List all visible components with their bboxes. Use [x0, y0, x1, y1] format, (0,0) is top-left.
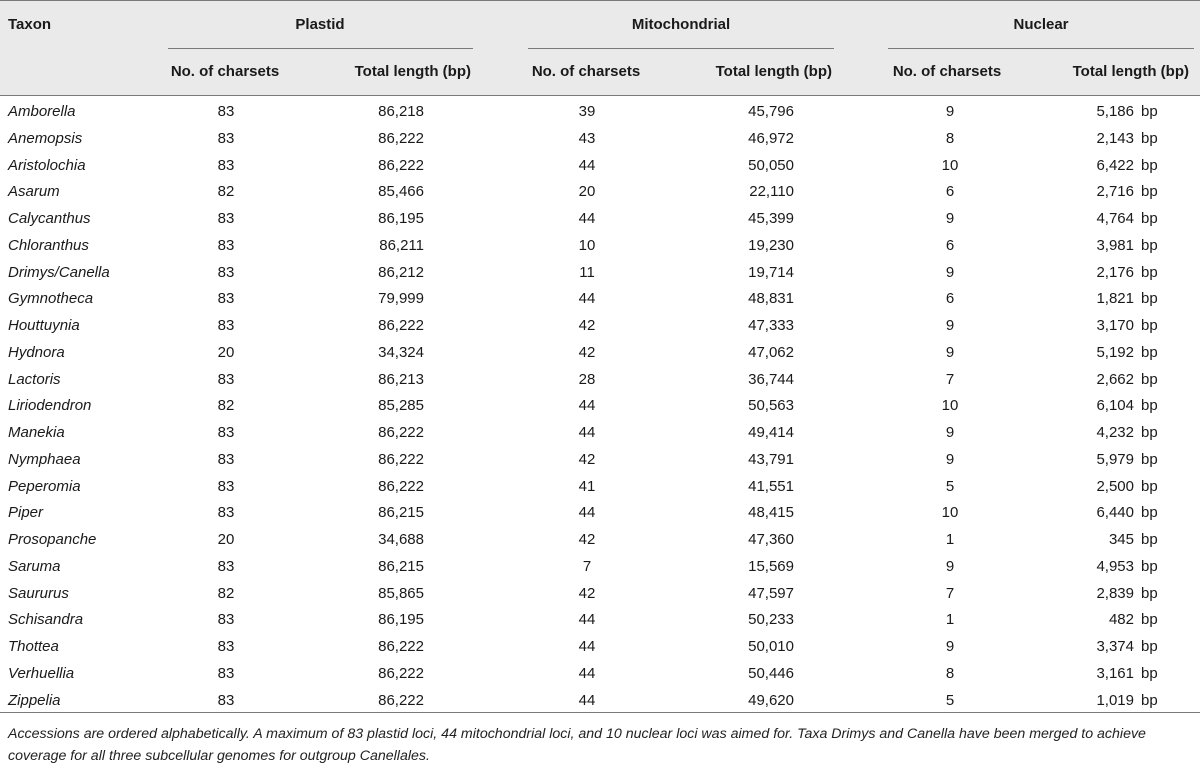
mitochondrial-length-cell: 47,360 [748, 531, 794, 548]
nuclear-length-cell: 5,979 [1096, 450, 1134, 468]
taxon-cell: Houttuynia [8, 317, 80, 334]
plastid-length-cell: 85,466 [378, 183, 424, 201]
nuclear-unit-cell: bp [1141, 691, 1158, 709]
mitochondrial-length-cell: 50,010 [748, 638, 794, 655]
plastid-length-cell: 86,222 [378, 129, 424, 147]
nuclear-length-cell: 1,019 [1096, 691, 1134, 709]
plastid-length-cell: 86,222 [378, 664, 424, 682]
mitochondrial-charsets-cell: 20 [578, 183, 596, 201]
nuclear-unit-cell: bp [1141, 638, 1158, 655]
nuclear-unit-cell: bp [1141, 236, 1158, 254]
plastid-length-cell: 86,212 [378, 263, 424, 281]
plastid-length-cell: 86,215 [378, 504, 424, 522]
nuclear-charsets-cell: 7 [945, 584, 955, 602]
mitochondrial-charsets-header: No. of charsets [531, 63, 641, 80]
plastid-length-cell: 34,688 [378, 531, 424, 548]
nuclear-charsets-cell: 9 [945, 557, 955, 575]
nuclear-length-cell: 3,161 [1096, 664, 1134, 682]
nuclear-length-cell: 345 [1108, 531, 1134, 548]
nuclear-charsets-cell: 10 [941, 504, 959, 522]
plastid-charsets-cell: 20 [217, 343, 235, 361]
mitochondrial-charsets-cell: 42 [578, 317, 596, 334]
plastid-charsets-cell: 83 [217, 236, 235, 254]
mitochondrial-length-header: Total length (bp) [715, 63, 832, 80]
plastid-length-cell: 86,211 [379, 236, 424, 254]
mitochondrial-charsets-cell: 44 [578, 504, 596, 522]
nuclear-length-cell: 482 [1108, 611, 1134, 629]
mitochondrial-charsets-cell: 43 [578, 129, 596, 147]
mitochondrial-length-cell: 19,230 [748, 236, 794, 254]
plastid-length-cell: 86,218 [378, 103, 424, 120]
mitochondrial-length-cell: 47,062 [748, 343, 794, 361]
plastid-length-cell: 85,865 [378, 584, 424, 602]
mitochondrial-charsets-cell: 7 [582, 557, 592, 575]
plastid-length-header: Total length (bp) [354, 63, 471, 80]
nuclear-charsets-cell: 1 [945, 531, 955, 548]
mitochondrial-charsets-cell: 39 [578, 103, 596, 120]
plastid-charsets-cell: 83 [217, 156, 235, 174]
taxon-cell: Prosopanche [8, 531, 97, 548]
taxon-cell: Peperomia [8, 477, 81, 495]
nuclear-header: Nuclear [1013, 16, 1069, 33]
mitochondrial-length-cell: 49,620 [748, 691, 794, 709]
nuclear-charsets-header: No. of charsets [892, 63, 1002, 80]
nuclear-charsets-cell: 9 [945, 450, 955, 468]
mitochondrial-charsets-cell: 28 [578, 370, 596, 388]
plastid-length-cell: 79,999 [378, 290, 424, 308]
taxon-cell: Zippelia [8, 691, 61, 709]
taxon-cell: Piper [8, 504, 44, 522]
nuclear-unit-cell: bp [1141, 290, 1158, 308]
nuclear-charsets-cell: 9 [945, 263, 955, 281]
nuclear-length-cell: 2,176 [1096, 263, 1134, 281]
mitochondrial-charsets-cell: 10 [578, 236, 596, 254]
nuclear-charsets-cell: 1 [945, 611, 955, 629]
mitochondrial-charsets-cell: 44 [578, 156, 596, 174]
mitochondrial-charsets-cell: 44 [578, 611, 596, 629]
mitochondrial-length-cell: 47,333 [748, 317, 794, 334]
nuclear-length-cell: 5,192 [1096, 343, 1134, 361]
plastid-charsets-cell: 83 [217, 424, 235, 441]
plastid-length-cell: 34,324 [378, 343, 424, 361]
plastid-length-cell: 86,222 [378, 424, 424, 441]
mitochondrial-length-cell: 22,110 [749, 183, 794, 201]
mitochondrial-length-cell: 45,399 [748, 210, 794, 227]
taxon-cell: Gymnotheca [8, 290, 94, 308]
mitochondrial-length-cell: 41,551 [748, 477, 794, 495]
plastid-charsets-cell: 83 [217, 611, 235, 629]
nuclear-unit-cell: bp [1141, 370, 1158, 388]
nuclear-length-cell: 3,374 [1096, 638, 1134, 655]
nuclear-unit-cell: bp [1141, 129, 1158, 147]
plastid-charsets-cell: 83 [217, 504, 235, 522]
nuclear-charsets-cell: 9 [945, 638, 955, 655]
nuclear-length-cell: 6,422 [1096, 156, 1134, 174]
plastid-length-cell: 86,222 [378, 477, 424, 495]
nuclear-unit-cell: bp [1141, 103, 1158, 120]
nuclear-charsets-cell: 6 [945, 236, 955, 254]
taxon-cell: Amborella [8, 103, 76, 120]
plastid-header: Plastid [295, 16, 345, 33]
table-footnote: Accessions are ordered alphabetically. A maximum of 83 plastid loci, 44 mitochondrial loci, and 10 nuclear loci was aimed for. Taxa Drimys and Canella have been merged to achieve coverage for all three subcellular genomes for outgroup Canellales. [8, 726, 1146, 764]
mitochondrial-length-cell: 50,233 [748, 611, 794, 629]
taxon-cell: Chloranthus [8, 236, 89, 254]
mitochondrial-charsets-cell: 44 [578, 290, 596, 308]
mitochondrial-length-cell: 50,446 [748, 664, 794, 682]
mitochondrial-charsets-cell: 42 [578, 584, 596, 602]
taxon-cell: Calycanthus [8, 210, 91, 227]
nuclear-charsets-cell: 9 [945, 317, 955, 334]
nuclear-charsets-cell: 8 [945, 129, 955, 147]
plastid-charsets-cell: 82 [217, 397, 235, 415]
taxon-cell: Aristolochia [8, 156, 86, 174]
mitochondrial-charsets-cell: 11 [579, 263, 595, 281]
nuclear-length-cell: 4,953 [1096, 557, 1134, 575]
nuclear-length-cell: 4,232 [1096, 424, 1134, 441]
nuclear-length-cell: 2,716 [1096, 183, 1134, 201]
plastid-length-cell: 86,222 [378, 450, 424, 468]
nuclear-unit-cell: bp [1141, 584, 1158, 602]
nuclear-charsets-cell: 7 [945, 370, 955, 388]
mitochondrial-length-cell: 36,744 [748, 370, 794, 388]
mitochondrial-length-cell: 47,597 [748, 584, 794, 602]
mitochondrial-charsets-cell: 42 [578, 450, 596, 468]
top-rule [0, 0, 1200, 1]
plastid-charsets-cell: 83 [217, 210, 235, 227]
nuclear-unit-cell: bp [1141, 210, 1158, 227]
plastid-length-cell: 86,222 [378, 317, 424, 334]
mitochondrial-charsets-cell: 42 [578, 531, 596, 548]
nuclear-length-cell: 2,662 [1096, 370, 1134, 388]
taxon-cell: Lactoris [8, 370, 61, 388]
mitochondrial-charsets-cell: 44 [578, 638, 596, 655]
plastid-charsets-cell: 83 [217, 103, 235, 120]
plastid-group-rule [168, 48, 473, 49]
mitochondrial-length-cell: 15,569 [748, 557, 794, 575]
plastid-charsets-cell: 83 [217, 477, 235, 495]
nuclear-length-cell: 1,821 [1096, 290, 1134, 308]
nuclear-charsets-cell: 9 [945, 424, 955, 441]
nuclear-unit-cell: bp [1141, 557, 1158, 575]
taxon-cell: Saururus [8, 584, 69, 602]
nuclear-unit-cell: bp [1141, 504, 1158, 522]
nuclear-unit-cell: bp [1141, 424, 1158, 441]
nuclear-length-cell: 2,500 [1096, 477, 1134, 495]
nuclear-charsets-cell: 8 [945, 664, 955, 682]
taxon-cell: Nymphaea [8, 450, 81, 468]
header-bottom-rule [0, 95, 1200, 96]
nuclear-length-cell: 6,440 [1096, 504, 1134, 522]
plastid-length-cell: 85,285 [378, 397, 424, 415]
mitochondrial-charsets-cell: 44 [578, 691, 596, 709]
nuclear-unit-cell: bp [1141, 183, 1158, 201]
taxon-cell: Anemopsis [8, 129, 83, 147]
plastid-length-cell: 86,222 [378, 156, 424, 174]
nuclear-unit-cell: bp [1141, 343, 1158, 361]
nuclear-unit-cell: bp [1141, 450, 1158, 468]
mitochondrial-length-cell: 48,831 [748, 290, 794, 308]
plastid-charsets-cell: 83 [217, 129, 235, 147]
table-bottom-rule [0, 712, 1200, 713]
plastid-length-cell: 86,213 [378, 370, 424, 388]
mitochondrial-charsets-cell: 41 [578, 477, 596, 495]
plastid-length-cell: 86,195 [378, 611, 424, 629]
taxon-cell: Saruma [8, 557, 61, 575]
plastid-length-cell: 86,222 [378, 691, 424, 709]
mitochondrial-length-cell: 46,972 [748, 129, 794, 147]
mitochondrial-header: Mitochondrial [631, 16, 731, 33]
nuclear-length-cell: 2,839 [1096, 584, 1134, 602]
plastid-charsets-cell: 82 [217, 584, 235, 602]
mitochondrial-length-cell: 50,050 [748, 156, 794, 174]
plastid-charsets-cell: 83 [217, 450, 235, 468]
nuclear-unit-cell: bp [1141, 397, 1158, 415]
nuclear-charsets-cell: 5 [945, 691, 955, 709]
mitochondrial-group-rule [528, 48, 834, 49]
mitochondrial-length-cell: 48,415 [748, 504, 794, 522]
plastid-charsets-cell: 82 [217, 183, 235, 201]
nuclear-charsets-cell: 5 [945, 477, 955, 495]
plastid-charsets-cell: 83 [217, 317, 235, 334]
nuclear-length-cell: 3,981 [1096, 236, 1134, 254]
nuclear-charsets-cell: 10 [941, 156, 959, 174]
taxon-cell: Drimys/Canella [8, 263, 110, 281]
nuclear-charsets-cell: 9 [945, 210, 955, 227]
mitochondrial-length-cell: 19,714 [748, 263, 794, 281]
plastid-length-cell: 86,195 [378, 210, 424, 227]
plastid-charsets-cell: 83 [217, 370, 235, 388]
mitochondrial-charsets-cell: 42 [578, 343, 596, 361]
plastid-length-cell: 86,215 [378, 557, 424, 575]
nuclear-length-cell: 3,170 [1096, 317, 1134, 334]
plastid-charsets-cell: 83 [217, 638, 235, 655]
plastid-charsets-cell: 83 [217, 664, 235, 682]
nuclear-unit-cell: bp [1141, 156, 1158, 174]
taxon-cell: Liriodendron [8, 397, 92, 415]
nuclear-length-cell: 6,104 [1096, 397, 1134, 415]
nuclear-length-cell: 5,186 [1096, 103, 1134, 120]
plastid-charsets-cell: 83 [217, 691, 235, 709]
plastid-charsets-cell: 83 [217, 263, 235, 281]
nuclear-length-header: Total length (bp) [1072, 63, 1189, 80]
taxon-cell: Manekia [8, 424, 65, 441]
mitochondrial-charsets-cell: 44 [578, 664, 596, 682]
nuclear-unit-cell: bp [1141, 531, 1158, 548]
nuclear-charsets-cell: 9 [945, 343, 955, 361]
plastid-charsets-cell: 83 [217, 557, 235, 575]
taxon-cell: Hydnora [8, 343, 65, 361]
mitochondrial-length-cell: 49,414 [748, 424, 794, 441]
nuclear-charsets-cell: 6 [945, 290, 955, 308]
plastid-charsets-cell: 83 [217, 290, 235, 308]
taxon-cell: Asarum [8, 183, 60, 201]
taxon-header: Taxon [8, 16, 52, 33]
nuclear-charsets-cell: 6 [945, 183, 955, 201]
nuclear-length-cell: 4,764 [1096, 210, 1134, 227]
plastid-length-cell: 86,222 [378, 638, 424, 655]
nuclear-unit-cell: bp [1141, 263, 1158, 281]
mitochondrial-charsets-cell: 44 [578, 210, 596, 227]
nuclear-charsets-cell: 10 [941, 397, 959, 415]
nuclear-length-cell: 2,143 [1096, 129, 1134, 147]
mitochondrial-length-cell: 45,796 [748, 103, 794, 120]
taxon-cell: Verhuellia [8, 664, 75, 682]
mitochondrial-length-cell: 43,791 [748, 450, 794, 468]
nuclear-unit-cell: bp [1141, 664, 1158, 682]
mitochondrial-length-cell: 50,563 [748, 397, 794, 415]
taxon-cell: Schisandra [8, 611, 84, 629]
mitochondrial-charsets-cell: 44 [578, 397, 596, 415]
taxon-cell: Thottea [8, 638, 59, 655]
nuclear-charsets-cell: 9 [945, 103, 955, 120]
nuclear-group-rule [888, 48, 1194, 49]
plastid-charsets-header: No. of charsets [170, 63, 280, 80]
nuclear-unit-cell: bp [1141, 611, 1158, 629]
plastid-charsets-cell: 20 [217, 531, 235, 548]
nuclear-unit-cell: bp [1141, 317, 1158, 334]
mitochondrial-charsets-cell: 44 [578, 424, 596, 441]
nuclear-unit-cell: bp [1141, 477, 1158, 495]
